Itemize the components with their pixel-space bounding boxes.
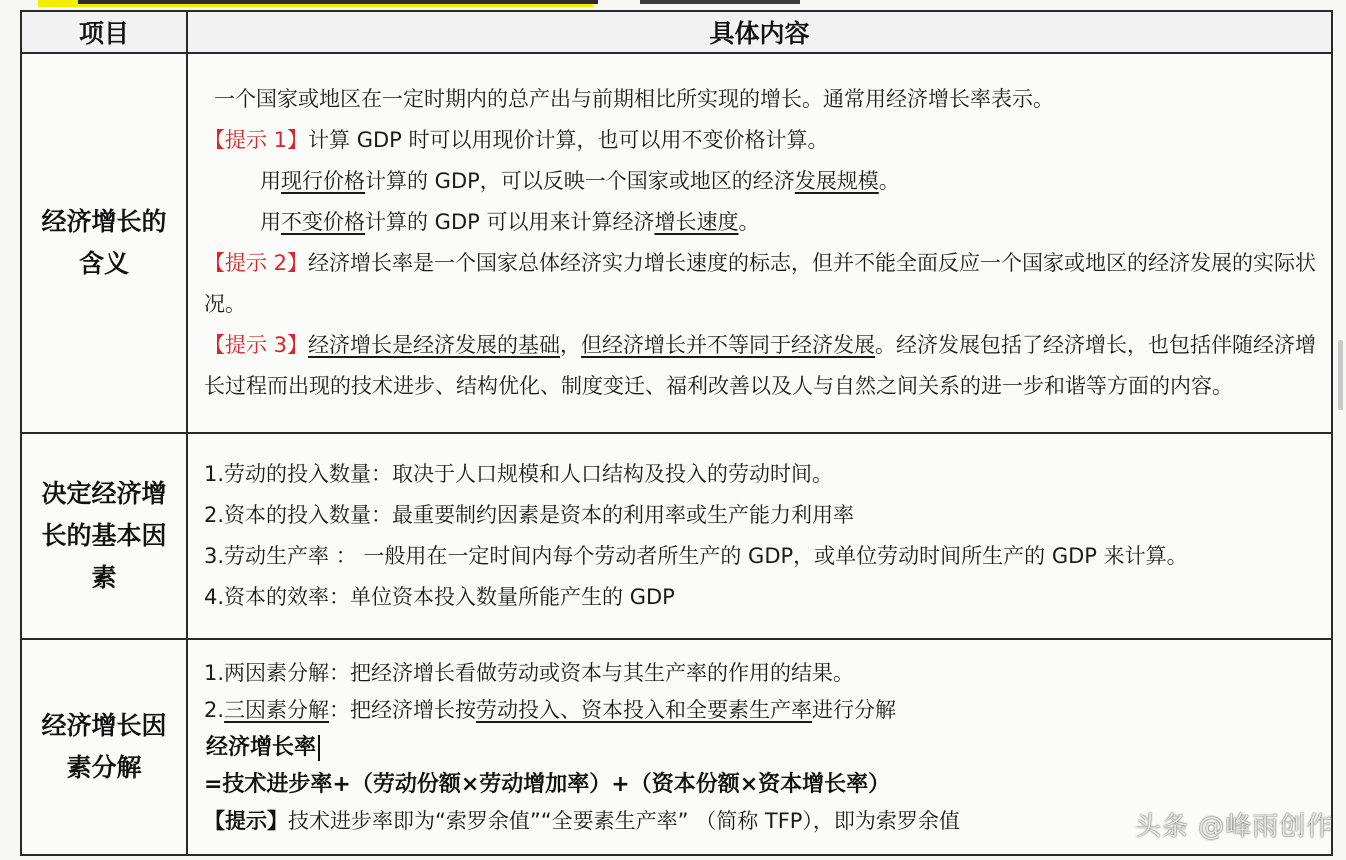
content-line: 用现行价格计算的 GDP，可以反映一个国家或地区的经济发展规模。 xyxy=(260,169,900,193)
item-line: 含义 xyxy=(78,249,129,278)
item-line: 素分解 xyxy=(66,753,142,782)
tip-paragraph: 【提示 3】经济增长是经济发展的基础，但经济增长并不等同于经济发展。经济发展包括了经济增长，也包括伴随经济增长过程而出现的技术进步、结构优化、制度变迁、福利改善以及人与自然之间关系的进一步和谐等方面的内容。 xyxy=(204,333,1317,398)
tip-label: 【提示】 xyxy=(204,808,288,833)
tip-line: 【提示 1】计算 GDP 时可以用现价计算，也可以用不变价格计算。 xyxy=(204,128,829,152)
watermark: 头条 @峰雨创作 xyxy=(1135,812,1334,842)
tip-label: 【提示 1】 xyxy=(204,128,309,152)
content-line: 用不变价格计算的 GDP 可以用来计算经济增长速度。 xyxy=(260,210,760,234)
text-cursor xyxy=(318,735,320,761)
content-table xyxy=(20,10,1333,856)
content-line: 2.三因素分解：把经济增长按劳动投入、资本投入和全要素生产率进行分解 xyxy=(204,697,897,722)
underlined-term: 三因素分解 xyxy=(224,697,330,722)
table-row xyxy=(21,53,1332,433)
underlined-term: 但经济增长并不等同于经济发展 xyxy=(581,333,876,357)
content-line: 3.劳动生产率 ： 一般用在一定时间内每个劳动者所生产的 GDP，或单位劳动时间所生产的 GDP 来计算。 xyxy=(204,544,1188,568)
row-item-decomposition xyxy=(21,639,187,855)
table-header-row xyxy=(21,11,1332,53)
row-item-meaning xyxy=(21,53,187,433)
underlined-term: 增长速度 xyxy=(654,210,739,234)
item-line: 长的基本因 xyxy=(41,521,167,550)
item-line: 经济增长因 xyxy=(41,711,167,740)
row-content-meaning xyxy=(187,53,1332,433)
row-item-factors xyxy=(21,433,187,639)
content-line: 1.劳动的投入数量：取决于人口规模和人口结构及投入的劳动时间。 xyxy=(204,462,834,486)
underlined-term: 经济增长是经济发展的基础 xyxy=(308,333,561,357)
tip-line: 【提示】技术进步率即为“索罗余值”“全要素生产率” （简称 TFP），即为索罗余值 xyxy=(204,808,960,833)
row-content-factors xyxy=(187,433,1332,639)
underlined-term: 不变价格 xyxy=(281,210,365,234)
header-item: 项目 xyxy=(21,11,187,53)
title-text-fragment-tail xyxy=(640,0,800,4)
table-row xyxy=(21,433,1332,639)
tip-paragraph: 【提示 2】经济增长率是一个国家总体经济实力增长速度的标志，但并不能全面反应一个国家或地区的经济发展的实际状况。 xyxy=(204,251,1317,316)
tip-label: 【提示 2】 xyxy=(204,251,309,275)
underlined-term: 发展规模 xyxy=(794,169,879,193)
scrollbar-thumb[interactable] xyxy=(1338,340,1343,410)
content-line: 4.资本的效率：单位资本投入数量所能产生的 GDP xyxy=(204,585,675,609)
item-line: 决定经济增 xyxy=(41,479,167,508)
item-line: 素 xyxy=(91,563,117,592)
underlined-term: 现行价格 xyxy=(281,169,365,193)
content-line: 1.两因素分解：把经济增长看做劳动或资本与其生产率的作用的结果。 xyxy=(204,660,855,685)
formula-line: 经济增长率 xyxy=(204,729,1325,766)
tip-label: 【提示 3】 xyxy=(204,333,309,357)
title-text-fragment xyxy=(78,0,598,4)
formula-line: =技术进步率+（劳动份额×劳动增加率）+（资本份额×资本增长率） xyxy=(204,771,891,797)
item-line: 经济增长的 xyxy=(41,207,167,236)
content-line: 2.资本的投入数量：最重要制约因素是资本的利用率或生产能力利用率 xyxy=(204,503,855,527)
content-line: 一个国家或地区在一定时期内的总产出与前期相比所实现的增长。通常用经济增长率表示。 xyxy=(214,87,1054,111)
underlined-term: 劳动投入、资本投入和全要素生产率 xyxy=(476,697,813,722)
header-content: 具体内容 xyxy=(187,11,1332,53)
